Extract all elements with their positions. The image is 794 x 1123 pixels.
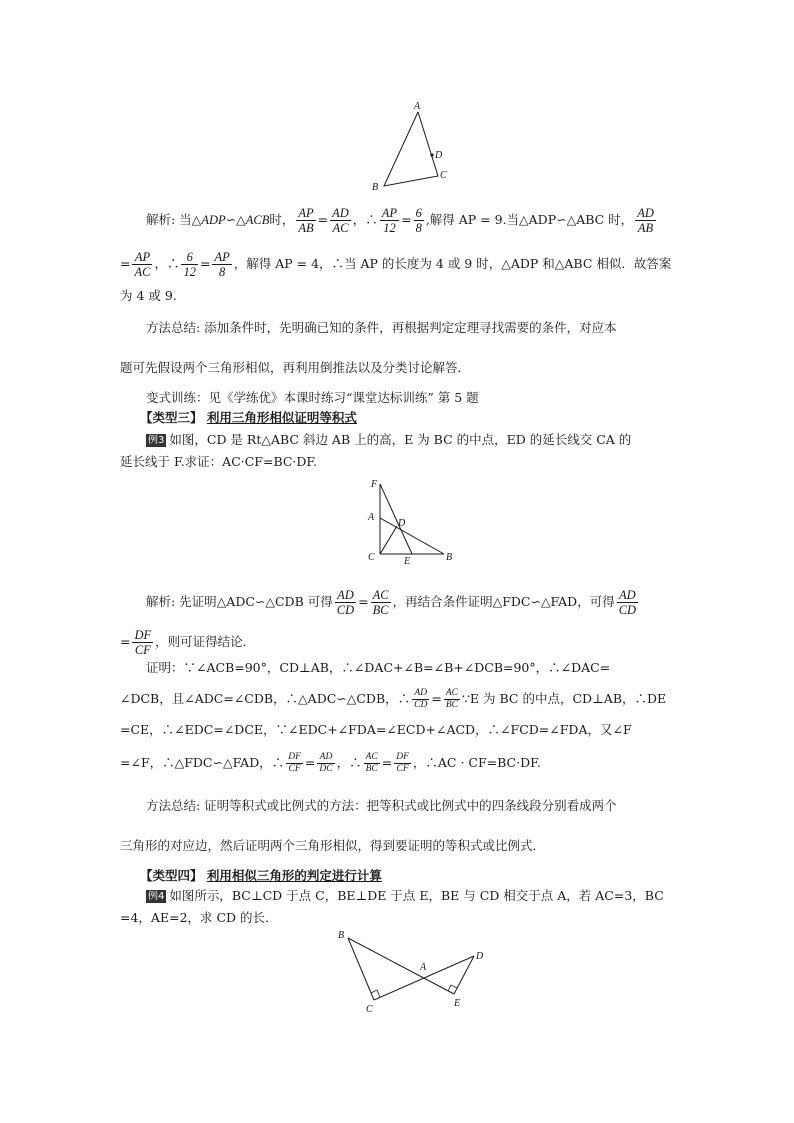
solution-1-line-1: 解析: 当△ADP∽△ACB时， $\frac{AP}{AB}$ = $\frac{AD}{AC}$ ，∴ $\frac{AP}{12}$ = $\frac{6}{8}$ ,解得 AP = 9.当△ADP∽△ABC 时， $\frac{AD}{AB}$ [146,206,654,235]
label-B: B [338,930,345,941]
triangle-figure-2 [362,474,462,568]
proof-line-1: 证明：∵∠ACB=90°，CD⊥AB，∴∠DAC+∠B=∠B+∠DCB=90°，∴∠DAC= [146,660,611,675]
variant-training: 变式训练：见《学练优》本课时练习“课堂达标训练” 第 5 题 [146,390,479,405]
example-4-line-1: 例4 如图所示，BC⊥CD 于点 C，BE⊥DE 于点 E，BE 与 CD 相交于点 A，若 AC=3，BC [148,888,664,903]
label-D: D [398,518,406,529]
method-summary-1-line-2: 题可先假设两个三角形相似，再利用倒推法以及分类讨论解答． [120,360,471,375]
label-A: A [414,101,421,112]
label-E: E [454,998,461,1009]
method-summary-1-line-1: 方法总结: 添加条件时，先明确已知的条件，再根据判定定理寻找需要的条件，对应本 [146,320,617,335]
label-D: D [435,150,443,161]
type-3-heading: 【类型三】 利用三角形相似证明等积式 [140,410,357,425]
solution-1-line-2: = $\frac{AP}{AC}$ ，∴ $\frac{6}{12}$ = $\frac{AP}{8}$ ，解得 AP = 4，∴当 AP 的长度为 4 或 9 时，△ADP 和△ABC 相似．故答案 [120,250,672,279]
example-3-line-1: 例3 如图，CD 是 Rt△ABC 斜边 AB 上的高，E 为 BC 的中点，ED 的延长线交 CA 的 [148,432,632,447]
label-F: F [371,479,378,490]
triangle-figure-1 [360,98,460,194]
example-4-line-2: =4，AE=2，求 CD 的长． [120,910,278,925]
label-C: C [368,552,375,563]
label-A: A [420,962,427,973]
label-D: D [476,951,484,962]
example-3-line-2: 延长线于 F.求证：AC·CF=BC·DF. [120,454,318,469]
proof-line-2: ∠DCB，且∠ADC=∠CDB，∴△ADC∽△CDB，∴ $\frac{AD}{CD}$ = $\frac{AC}{BC}$ ∵E 为 BC 的中点，CD⊥AB，∴DE [120,688,667,710]
solution-1-line-3: 为 4 或 9. [120,288,177,303]
method-summary-2-line-2: 三角形的对应边，然后证明两个三角形相似，得到要证明的等积式或比例式． [120,838,546,853]
example-3-badge: 例3 [148,435,165,446]
label-A: A [368,512,375,523]
solution-3-line-1: 解析: 先证明△ADC∽△CDB 可得 $\frac{AD}{CD}$ = $\frac{AC}{BC}$ ，再结合条件证明△FDC∽△FAD，可得 $\frac{AD}{CD}$ [146,588,637,617]
crossing-triangles-figure [334,926,494,1018]
solution-3-line-2: = $\frac{DF}{CF}$ ，则可证得结论． [120,628,256,657]
proof-line-3: =CE，∴∠EDC=∠DCE，∵∠EDC+∠FDA=∠ECD+∠ACD，∴∠FCD=∠FDA，又∠F [120,722,632,737]
label-C: C [366,1004,373,1015]
label-B: B [372,182,379,193]
label-E: E [404,556,411,567]
type-4-heading: 【类型四】 利用相似三角形的判定进行计算 [140,868,382,883]
label-C: C [440,170,447,181]
method-summary-2-line-1: 方法总结: 证明等积式或比例式的方法：把等积式或比例式中的四条线段分别看成两个 [146,798,617,813]
proof-line-4: =∠F，∴△FDC∽△FAD，∴ $\frac{DF}{CF}$ = $\frac{AD}{DC}$ ，∴ $\frac{AC}{BC}$ = $\frac{DF}{CF}$ ，∴AC · CF=BC·DF. [120,752,541,774]
example-4-badge: 例4 [148,891,165,902]
label-B: B [446,552,453,563]
